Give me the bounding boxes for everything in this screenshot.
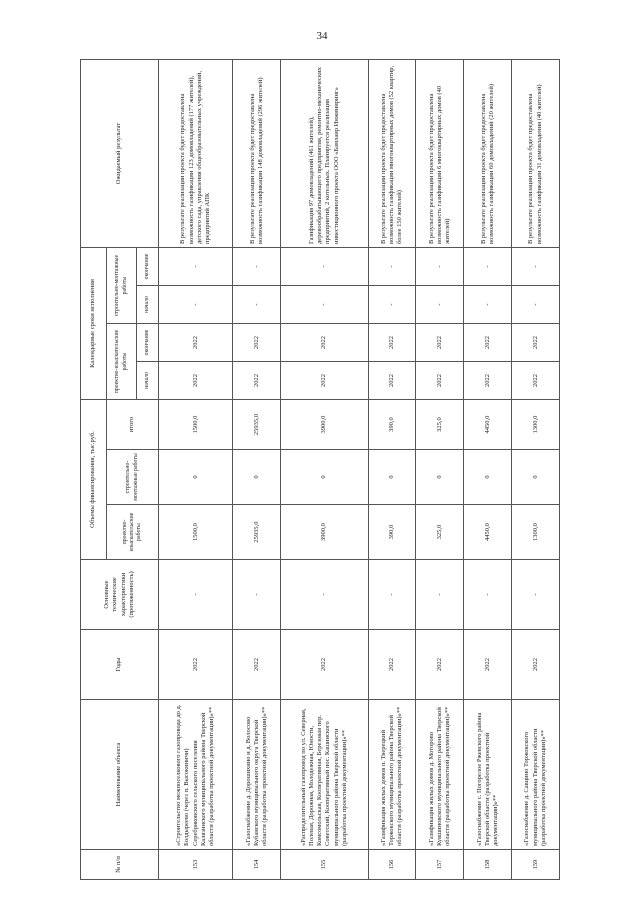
cell-design-end: 2022 [416,324,464,362]
cell-construction: 0 [416,450,464,505]
cell-constr-start: - [281,286,369,324]
cell-constr-end: - [281,248,369,286]
header-total: итого [107,400,159,450]
cell-name: «Газоснабжение д. Савцино Торжокского муниципального района Тверской области (разработка проектной документации)»** [512,700,560,850]
rotated-table-wrapper [80,60,560,880]
cell-construction: 0 [159,450,233,505]
cell-name: «Строительство межпоселкового газопровода до д. Болдыреево (через п. Высокиничи) Серебряковского сельского поселения Калязинского муниципального района Тверской области (разработка проектной документации)»** [159,700,233,850]
cell-design-end: 2022 [281,324,369,362]
cell-num: 155 [281,850,369,880]
cell-construction: 0 [281,450,369,505]
cell-constr-start: - [159,286,233,324]
header-funding: Объемы финансирования, тыс.руб. [81,400,107,560]
cell-constr-end: - [464,248,512,286]
cell-construction: 0 [368,450,416,505]
header-sched-construction: строительно-монтажные работы [107,248,137,324]
cell-constr-start: - [512,286,560,324]
cell-design-end: 2022 [233,324,281,362]
cell-name: «Распределительный газопровод по ул. Северная, Полевая, Дорожная, Молодежная, Юности, Комсомольская, Кооперативная, Березовая пер. Советский, Кооперативный пос. Кашинского муниципального района Тверской области (разработка проектной документации)»** [281,700,369,850]
cell-design: 390,0 [368,505,416,560]
cell-design: 3900,0 [281,505,369,560]
cell-design-start: 2022 [464,362,512,400]
cell-num: 154 [233,850,281,880]
cell-constr-end: - [233,248,281,286]
cell-result: В результате реализации проекта будет предоставлена возможность газификации 6 многоквартирных домов (40 жителей) [416,60,464,248]
cell-constr-end: - [416,248,464,286]
cell-design-end: 2022 [464,324,512,362]
cell-specs: - [159,560,233,630]
cell-design: 1500,0 [159,505,233,560]
cell-constr-start: - [464,286,512,324]
cell-years: 2022 [159,630,233,700]
cell-total: 3900,0 [281,400,369,450]
table-row [281,60,369,880]
header-specs: Основные технические характеристики (протяженность) [81,560,159,630]
cell-design-start: 2022 [281,362,369,400]
cell-design-start: 2022 [416,362,464,400]
cell-constr-start: - [368,286,416,324]
cell-design: 25935,0 [233,505,281,560]
cell-result: Газификация 97 домовладений (461 жителей), деревообрабатывающего предприятия, ремонтно-механических предприятий, 2 котельных. Планируется реализация инвестиционного проекта ООО «Бамлаир Инжиниринг» [281,60,369,248]
table-row [512,60,560,880]
cell-total: 1500,0 [159,400,233,450]
cell-total: 325,0 [416,400,464,450]
cell-num: 156 [368,850,416,880]
cell-years: 2022 [464,630,512,700]
cell-years: 2022 [416,630,464,700]
cell-design-end: 2022 [159,324,233,362]
cell-result: В результате реализации проекта будет предоставлена возможность газификации 148 домовладений (296 жителей) [233,60,281,248]
header-name: Наименование объекта [81,700,159,850]
header-design-works: проектно-изыскательские работы [107,505,159,560]
cell-result: В результате реализации проекта будет предоставлена возможность газификации 60 домовладений (20 жителей) [464,60,512,248]
cell-specs: - [281,560,369,630]
table-row [159,60,233,880]
cell-num: 157 [416,850,464,880]
cell-specs: - [416,560,464,630]
investment-table [80,59,560,880]
cell-specs: - [233,560,281,630]
cell-years: 2022 [368,630,416,700]
cell-result: В результате реализации проекта будет предоставлена возможность газификации многоквартирных домов (52 квартир, более 150 жителей) [368,60,416,248]
cell-construction: 0 [512,450,560,505]
cell-construction: 0 [464,450,512,505]
cell-total: 390,0 [368,400,416,450]
header-result: Ожидаемый результат [81,60,159,248]
cell-name: «Газификация жилых домов д. Моторово Кувшиновского муниципального района Тверской области (разработка проектной документации)»** [416,700,464,850]
header-design-start: начало [137,362,159,400]
cell-years: 2022 [233,630,281,700]
header-constr-start: начало [137,286,159,324]
cell-constr-start: - [416,286,464,324]
cell-specs: - [464,560,512,630]
header-constr-end: окончание [137,248,159,286]
cell-design: 4450,0 [464,505,512,560]
cell-constr-start: - [233,286,281,324]
cell-construction: 0 [233,450,281,505]
cell-design: 1300,0 [512,505,560,560]
cell-num: 153 [159,850,233,880]
cell-constr-end: - [512,248,560,286]
cell-total: 1300,0 [512,400,560,450]
cell-result: В результате реализации проекта будет предоставлена возможность газификации 123 домовладений (177 жителей), детского сада, управления общеобразовательных учреждений, предприятий АПК [159,60,233,248]
cell-result: В результате реализации проекта будет предоставлена возможность газификации 31 домовладения (40 жителей) [512,60,560,248]
cell-design-start: 2022 [368,362,416,400]
page-number: 34 [316,30,328,42]
cell-design-start: 2022 [233,362,281,400]
header-construction-works: строительно-монтажные работы [107,450,159,505]
cell-name: «Газификация жилых домов п. Тверецкий Торжокского муниципального района Тверской области (разработка проектной документации)»** [368,700,416,850]
cell-years: 2022 [512,630,560,700]
cell-design-end: 2022 [512,324,560,362]
header-schedule: Календарные сроки исполнения [81,248,107,400]
cell-constr-end: - [368,248,416,286]
cell-design-start: 2022 [159,362,233,400]
cell-num: 159 [512,850,560,880]
cell-num: 158 [464,850,512,880]
cell-constr-end: - [159,248,233,286]
cell-total: 25935,0 [233,400,281,450]
cell-total: 4450,0 [464,400,512,450]
header-sched-design: проектно-изыскательские работы [107,324,137,400]
cell-name: «Газоснабжение с. Погорелое Ржевского района Тверской области (разработка проектной документации)»** [464,700,512,850]
cell-years: 2022 [281,630,369,700]
header-num: № п/п [81,850,159,880]
table-row [416,60,464,880]
cell-design-end: 2022 [368,324,416,362]
header-design-end: окончание [137,324,159,362]
cell-design: 325,0 [416,505,464,560]
cell-name: «Газоснабжение д. Дорошихино и д. Волосово Кубанского муниципального округа Тверской области (разработка проектной документации)»** [233,700,281,850]
header-years: Годы [81,630,159,700]
cell-specs: - [512,560,560,630]
table-row [233,60,281,880]
table-row [464,60,512,880]
table-row [368,60,416,880]
cell-design-start: 2022 [512,362,560,400]
cell-specs: - [368,560,416,630]
